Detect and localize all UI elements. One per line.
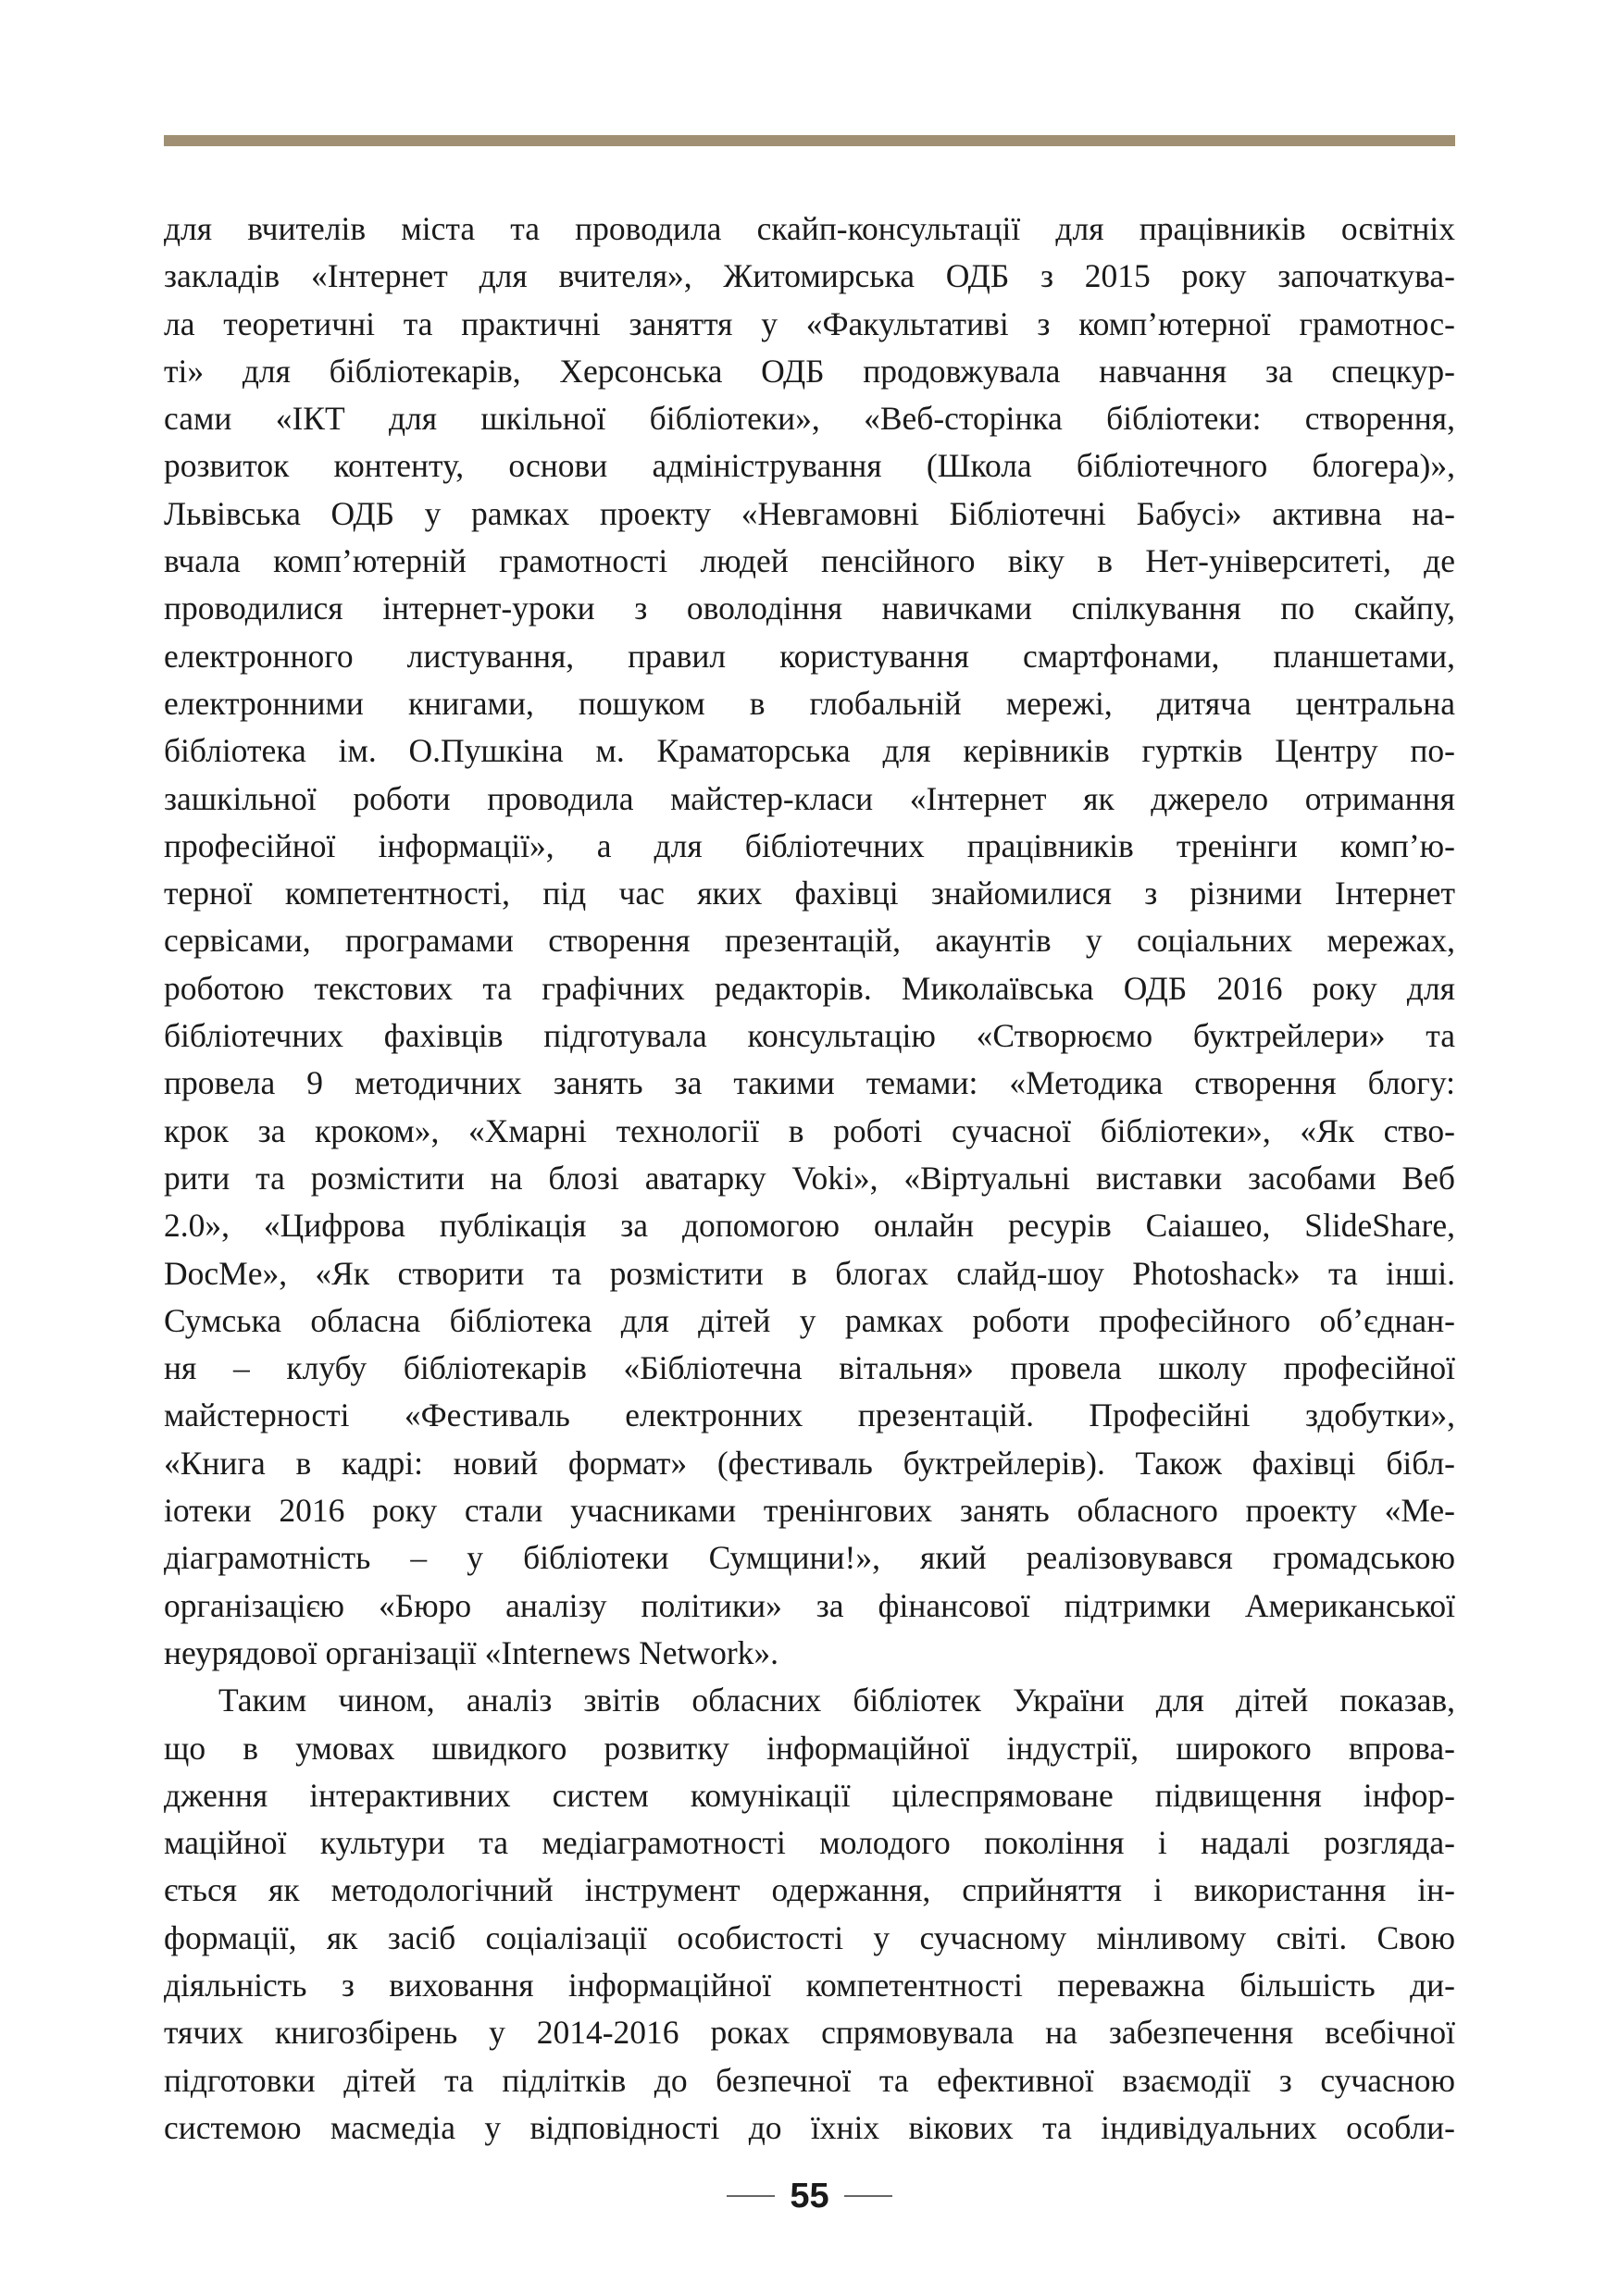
text-line: бібліотека ім. О.Пушкіна м. Краматорська для керівників гуртків Центру по- <box>164 732 1455 770</box>
text-line: ється як методологічний інструмент одержання, сприйняття і використання ін- <box>164 1871 1455 1909</box>
text-line: рити та розмістити на блозі аватарку Voki», «Віртуальні виставки засобами Веб <box>164 1159 1455 1197</box>
text-line: розвиток контенту, основи адміністрування (Школа бібліотечного блогера)», <box>164 447 1455 485</box>
text-line: електронними книгами, пошуком в глобальній мережі, дитяча центральна <box>164 684 1455 722</box>
text-line: маційної культури та медіаграмотності молодого покоління і надалі розгляда- <box>164 1824 1455 1862</box>
text-line: формації, як засіб соціалізації особистості у сучасному мінливому світі. Свою <box>164 1918 1455 1956</box>
text-line: терної компетентності, під час яких фахівці знайомилися з різними Інтернет <box>164 875 1455 912</box>
footer-dash-left <box>727 2195 775 2197</box>
text-line: проводилися інтернет-уроки з оволодіння навичками спілкування по скайпу, <box>164 590 1455 627</box>
text-line: провела 9 методичних занять за такими темами: «Методика створення блогу: <box>164 1064 1455 1102</box>
text-line: DocMe», «Як створити та розмістити в блогах слайд-шоу Photoshack» та інші. <box>164 1254 1455 1292</box>
text-line: організацією «Бюро аналізу політики» за фінансової підтримки Американської <box>164 1586 1455 1624</box>
page-number: 55 <box>790 2177 829 2215</box>
text-line: професійної інформації», а для бібліотечних працівників тренінги комп’ю- <box>164 826 1455 864</box>
text-line: неурядової організації «Internews Network». <box>164 1633 779 1671</box>
text-line: підготовки дітей та підлітків до безпечної та ефективної взаємодії з сучасною <box>164 2061 1455 2099</box>
text-line: Львівська ОДБ у рамках проекту «Невгамовні Бібліотечні Бабусі» активна на- <box>164 494 1455 532</box>
text-line: електронного листування, правил користування смартфонами, планшетами, <box>164 637 1455 675</box>
text-line: іотеки 2016 року стали учасниками тренінгових занять обласного проекту «Ме- <box>164 1492 1455 1530</box>
text-line: системою масмедіа у відповідності до їхніх вікових та індивідуальних особли- <box>164 2108 1455 2146</box>
text-line: Сумська обласна бібліотека для дітей у рамках роботи професійного об’єднан- <box>164 1301 1455 1339</box>
text-line: тячих книгозбірень у 2014-2016 роках спрямовувала на забезпечення всебічної <box>164 2014 1455 2052</box>
text-line: 2.0», «Цифрова публікація за допомогою онлайн ресурів Caiaшeo, SlideShare, <box>164 1207 1455 1245</box>
text-line: закладів «Інтернет для вчителя», Житомирська ОДБ з 2015 року започаткува- <box>164 257 1455 295</box>
page-footer <box>0 2178 1619 2214</box>
header-rule <box>164 135 1455 146</box>
footer-dash-right <box>844 2195 892 2197</box>
text-line: ня – клубу бібліотекарів «Бібліотечна вітальня» провела школу професійної <box>164 1349 1455 1387</box>
text-line: сами «ІКТ для шкільної бібліотеки», «Веб-сторінка бібліотеки: створення, <box>164 400 1455 438</box>
text-line: дження інтерактивних систем комунікації цілеспрямоване підвищення інфор- <box>164 1776 1455 1814</box>
text-line: роботою текстових та графічних редакторів. Миколаївська ОДБ 2016 року для <box>164 969 1455 1007</box>
text-line: діяльність з виховання інформаційної компетентності переважна більшість ди- <box>164 1966 1455 2004</box>
text-line: вчала комп’ютерній грамотності людей пенсійного віку в Нет-університеті, де <box>164 542 1455 580</box>
text-line: що в умовах швидкого розвитку інформаційної індустрії, широкого впрова- <box>164 1729 1455 1767</box>
text-line: бібліотечних фахівців підготувала консультацію «Створюємо буктрейлери» та <box>164 1017 1455 1055</box>
text-line: ла теоретичні та практичні заняття у «Факультативі з комп’ютерної грамотнос- <box>164 304 1455 342</box>
text-line: ті» для бібліотекарів, Херсонська ОДБ продовжувала навчання за спецкур- <box>164 352 1455 390</box>
text-line: діаграмотність – у бібліотеки Сумщини!», який реалізовувався громадською <box>164 1539 1455 1577</box>
text-line: «Книга в кадрі: новий формат» (фестиваль буктрейлерів). Також фахівці бібл- <box>164 1444 1455 1482</box>
paragraph-1 <box>164 205 1455 1677</box>
text-line: зашкільної роботи проводила майстер-класи «Інтернет як джерело отримання <box>164 779 1455 817</box>
text-line: крок за кроком», «Хмарні технології в роботі сучасної бібліотеки», «Як ство- <box>164 1111 1455 1149</box>
text-line: для вчителів міста та проводила скайп-консультації для працівників освітніх <box>164 210 1455 247</box>
text-line: сервісами, програмами створення презентацій, акаунтів у соціальних мережах, <box>164 922 1455 960</box>
paragraph-2 <box>164 1677 1455 2152</box>
text-line: майстерності «Фестиваль електронних презентацій. Професійні здобутки», <box>164 1396 1455 1434</box>
text-line: Таким чином, аналіз звітів обласних бібліотек України для дітей показав, <box>218 1682 1455 1719</box>
body-text <box>164 205 1455 2152</box>
